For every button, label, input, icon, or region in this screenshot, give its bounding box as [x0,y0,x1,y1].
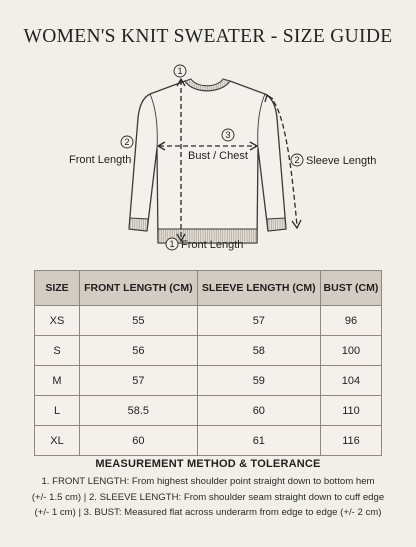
sweater-outline [129,81,286,243]
cell-front-length: 57 [80,366,198,396]
sweater-diagram [0,58,416,258]
right-cuff [267,218,286,231]
table-row [35,366,382,396]
cell-size: XL [35,426,80,456]
label-sleeve-length: Sleeve Length [306,155,377,167]
marker-3-number: 3 [225,130,231,141]
cell-size: S [35,336,80,366]
cell-bust: 100 [320,336,381,366]
marker-2-left-number: 2 [124,137,130,148]
table-row [35,396,382,426]
marker-1-top-number: 1 [177,66,183,77]
header-front-length: FRONT LENGTH (CM) [80,271,198,306]
cell-bust: 96 [320,306,381,336]
table-row [35,306,382,336]
cell-bust: 116 [320,426,381,456]
cell-sleeve-length: 59 [197,366,320,396]
left-cuff [129,218,148,231]
header-size: SIZE [35,271,80,306]
cell-sleeve-length: 61 [197,426,320,456]
cell-front-length: 56 [80,336,198,366]
cell-front-length: 60 [80,426,198,456]
table-row [35,336,382,366]
header-bust: BUST (CM) [320,271,381,306]
marker-2-right-number: 2 [294,155,300,166]
marker-1-bottom-number: 1 [169,239,175,250]
page-title: WOMEN'S KNIT SWEATER - SIZE GUIDE [23,26,393,47]
cell-front-length: 55 [80,306,198,336]
cell-bust: 110 [320,396,381,426]
cell-bust: 104 [320,366,381,396]
method-text [6,474,410,521]
method-line-3: (+/- 1 cm) | 3. BUST: Measured flat across underarm from edge to edge (+/- 2 cm) [34,507,382,518]
cell-size: M [35,366,80,396]
cell-sleeve-length: 60 [197,396,320,426]
size-table [34,270,382,456]
cell-size: L [35,396,80,426]
cell-sleeve-length: 57 [197,306,320,336]
label-front-length: Front Length [69,154,132,166]
method-heading: MEASUREMENT METHOD & TOLERANCE [95,458,321,470]
table-row [35,426,382,456]
cell-size: XS [35,306,80,336]
cell-sleeve-length: 58 [197,336,320,366]
header-sleeve-length: SLEEVE LENGTH (CM) [197,271,320,306]
method-line-1: 1. FRONT LENGTH: From highest shoulder point straight down to bottom hem [41,476,375,487]
method-line-2: (+/- 1.5 cm) | 2. SLEEVE LENGTH: From shoulder seam straight down to cuff edge [31,491,385,503]
label-front-length-bottom: Front Length [181,239,244,251]
cell-front-length: 58.5 [80,396,198,426]
table-header-row [35,271,382,306]
label-bust-chest: Bust / Chest [188,150,248,162]
